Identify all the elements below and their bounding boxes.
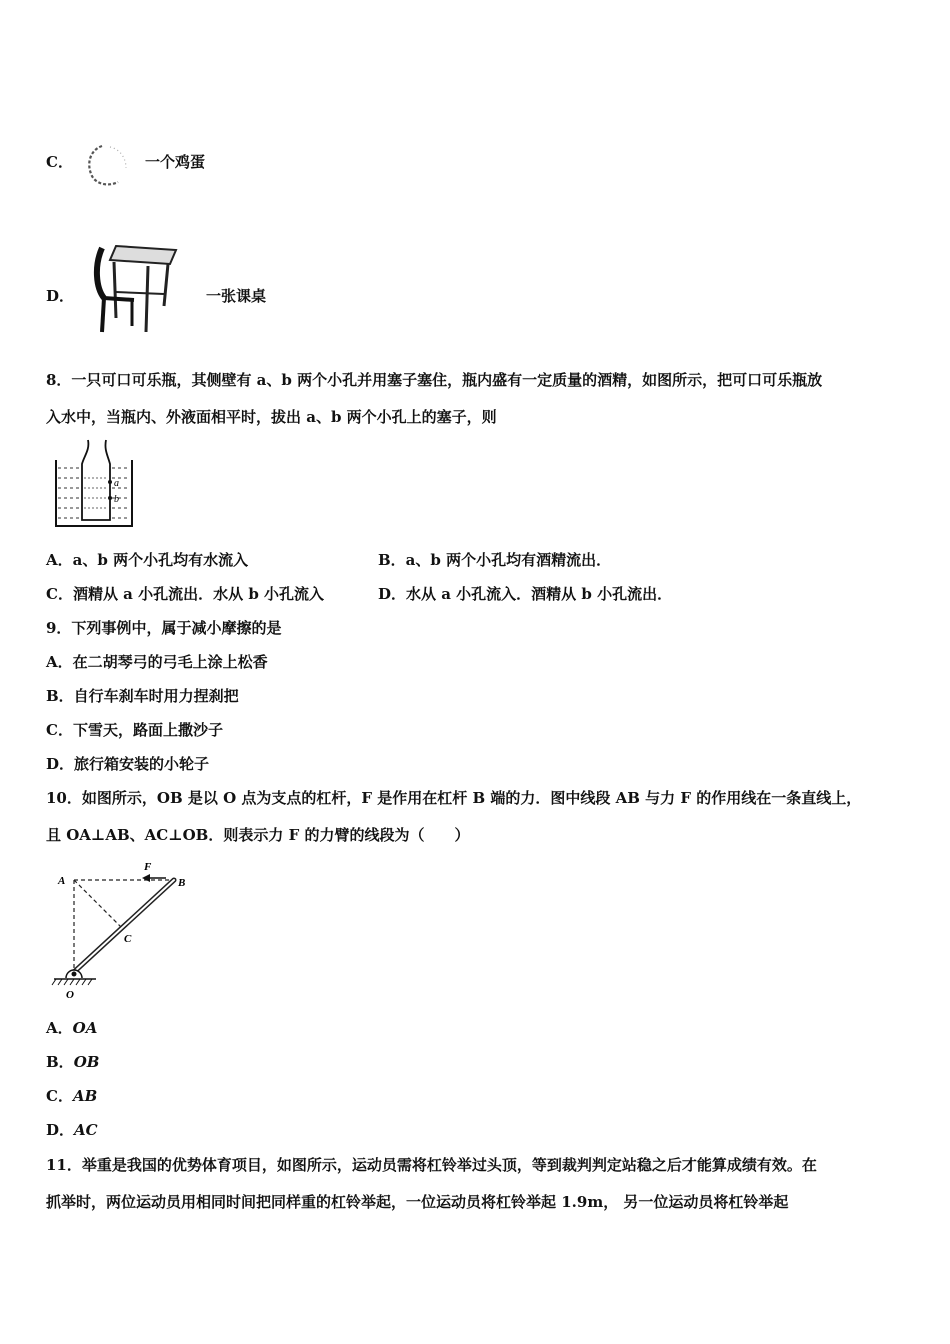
q8-bottle-figure (50, 438, 140, 532)
q8-fig-label-b: b (114, 494, 119, 505)
q10-option-d: D．AC (46, 1121, 98, 1139)
q8-option-c: C．酒精从 a 小孔流出．水从 b 小孔流入 (46, 585, 325, 603)
q10-option-b: B．OB (46, 1053, 100, 1071)
q7-option-d-text: 一张课桌 (206, 287, 267, 305)
q11-stem-line1: 11．举重是我国的优势体育项目，如图所示，运动员需将杠铃举过头顶，等到裁判判定站稳之后才能算成绩有效。在 (46, 1156, 817, 1174)
q8-stem-line2: 入水中，当瓶内、外液面相平时，拔出 a、b 两个小孔上的塞子，则 (46, 408, 497, 426)
q10-fig-label-C: C (124, 933, 132, 945)
q9-option-a: A．在二胡琴弓的弓毛上涂上松香 (46, 653, 268, 671)
desk-image (88, 236, 188, 334)
q9-option-b: B．自行车刹车时用力捏刹把 (46, 687, 239, 705)
q7-option-d-letter: D． (46, 287, 75, 305)
q10-stem-line1: 10．如图所示，OB 是以 O 点为支点的杠杆，F 是作用在杠杆 B 端的力．图中线段 AB 与力 F 的作用线在一条直线上， (46, 789, 862, 807)
q10-fig-label-O: O (66, 989, 74, 1001)
q7-option-c-text: 一个鸡蛋 (145, 153, 206, 171)
q10-option-c: C．AB (46, 1087, 98, 1105)
q9-option-d: D．旅行箱安装的小轮子 (46, 755, 210, 773)
q11-stem-line2: 抓举时，两位运动员用相同时间把同样重的杠铃举起，一位运动员将杠铃举起 1.9m， 另一位运动员将杠铃举起 (46, 1193, 789, 1211)
q8-stem-line1: 8．一只可口可乐瓶，其侧壁有 a、b 两个小孔并用塞子塞住，瓶内盛有一定质量的酒精，如图所示，把可口可乐瓶放 (46, 371, 823, 389)
q8-option-d: D．水从 a 小孔流入．酒精从 b 小孔流出． (378, 585, 673, 603)
q8-option-b: B．a、b 两个小孔均有酒精流出． (378, 551, 612, 569)
q9-stem: 9．下列事例中，属于减小摩擦的是 (46, 619, 282, 637)
q10-stem-line2: 且 OA⊥AB、AC⊥OB．则表示力 F 的力臂的线段为（ ） (46, 826, 470, 844)
q9-option-c: C．下雪天，路面上撒沙子 (46, 721, 223, 739)
q10-fig-label-F: F (144, 861, 152, 873)
q8-option-a: A．a、b 两个小孔均有水流入 (46, 551, 249, 569)
q10-fig-label-B: B (178, 877, 186, 889)
q7-option-c-letter: C． (46, 153, 73, 171)
q10-fig-label-A: A (58, 875, 66, 887)
q8-fig-label-a: a (114, 478, 119, 489)
q10-lever-figure (46, 852, 196, 1002)
egg-image (80, 140, 134, 190)
q10-option-a: A．OA (46, 1019, 98, 1037)
